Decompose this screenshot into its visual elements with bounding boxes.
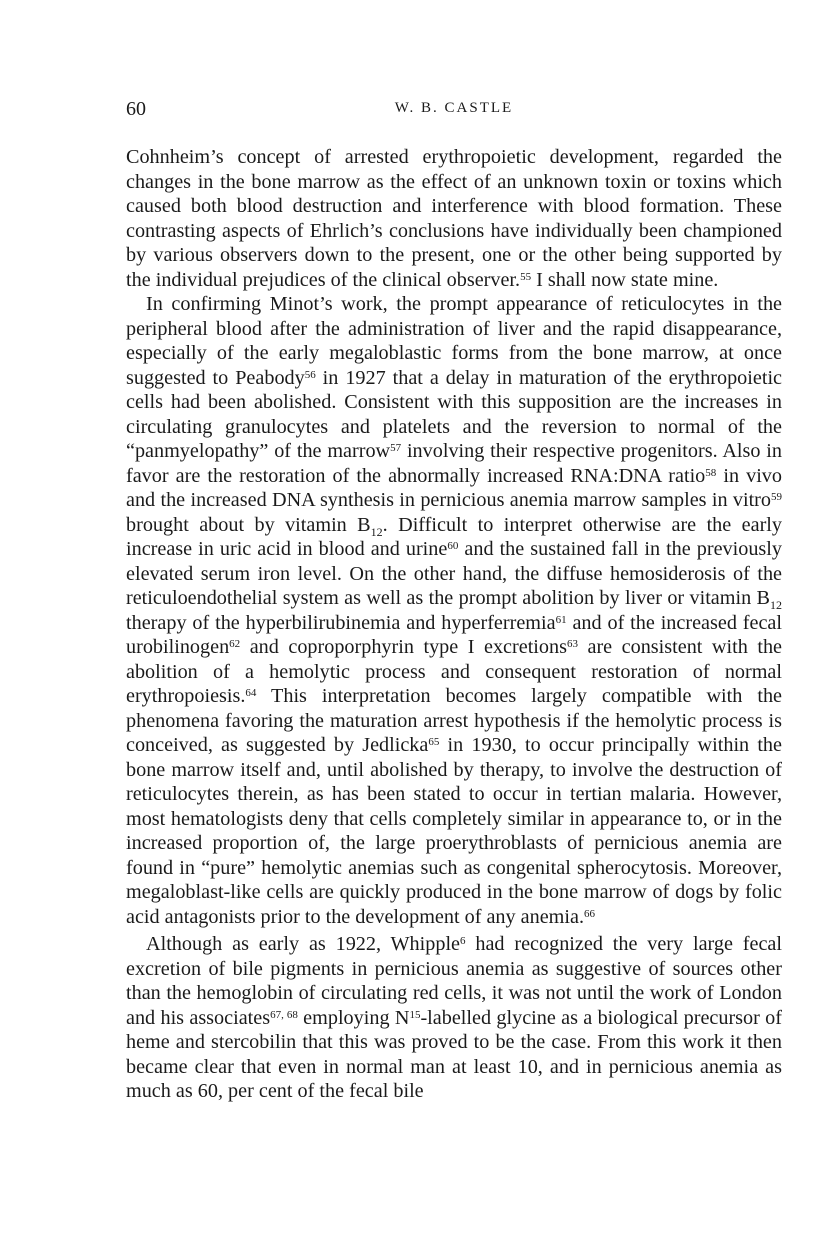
paragraph-1 <box>126 145 782 292</box>
footnote-ref: 66 <box>584 907 596 920</box>
subscript: 12 <box>770 598 782 613</box>
paragraph-2 <box>126 292 782 929</box>
footnote-ref: 6 <box>460 934 466 947</box>
footnote-ref: 62 <box>229 637 241 650</box>
text-run: in 1927 that a delay in maturation of the erythropoietic cells had been abolished. Consistent with this supposition are the increases in circulating granulocytes and platelets and the reversion to normal of the “panmyelopathy” of the marrow <box>126 366 783 462</box>
text-run: employing N <box>297 1006 410 1029</box>
text-run: brought about by vitamin B <box>126 513 371 536</box>
text-run: are consistent with the abolition of a hemolytic process and consequent restoration of normal erythropoiesis. <box>126 636 783 707</box>
text-run: and of the increased fecal urobilinogen <box>126 611 782 658</box>
page-header <box>126 98 782 122</box>
footnote-ref: 67, 68 <box>270 1008 298 1021</box>
footnote-ref: 65 <box>428 735 440 748</box>
text-run: -labelled glycine as a biological precursor of heme and stercobilin that this was proved to be the case. From this work it then became clear that even in normal man at least 10, and in pernicious anemia as much as 60, per cent of the fecal bile <box>126 1006 782 1102</box>
subscript: 12 <box>370 524 383 539</box>
text-run: Although as early as 1922, Whipple <box>146 933 461 955</box>
footnote-ref: 56 <box>304 368 316 381</box>
text-run: This interpretation becomes largely compatible with the phenomena favoring the maturation arrest hypothesis if the hemolytic process is conceived, as suggested by Jedlicka <box>126 685 782 756</box>
page-number: 60 <box>126 98 146 120</box>
text-run: therapy of the hyperbilirubinemia and hyperferremia <box>126 611 556 634</box>
text-run: Cohnheim’s concept of arrested erythropoietic development, regarded the changes in the bone marrow as the effect of an unknown toxin or toxins which caused both blood destruction and interference with blood formation. These contrasting aspects of Ehrlich’s conclusions have individually been championed by various observers down to the present, one or the other being supported by the individual prejudices of the clinical observer. <box>126 146 782 291</box>
body-text <box>126 145 782 1104</box>
paragraph-3 <box>126 932 782 1104</box>
footnote-ref: 57 <box>390 441 402 454</box>
footnote-ref: 61 <box>555 613 567 626</box>
text-run: had recognized the very large fecal excretion of bile pigments in pernicious anemia as suggestive of sources other than the hemoglobin of circulating red cells, it was not until the work of London and his associates <box>126 933 782 1029</box>
footnote-ref: 64 <box>245 686 257 699</box>
text-run: I shall now state mine. <box>531 268 719 291</box>
text-run: involving their respective progenitors. Also in favor are the restoration of the abnormally increased RNA:DNA ratio <box>126 440 783 487</box>
footnote-ref: 59 <box>771 490 782 503</box>
text-run: and the sustained fall in the previously elevated serum iron level. On the other hand, the diffuse hemosiderosis of the reticuloendothelial system as well as the prompt abolition by liver or vitamin B <box>126 538 782 609</box>
text-run: . Difficult to interpret otherwise are the early increase in uric acid in blood and urine <box>126 513 782 560</box>
running-head: W. B. CASTLE <box>394 100 514 116</box>
footnote-ref: 55 <box>520 270 532 283</box>
footnote-ref: 15 <box>409 1008 421 1021</box>
footnote-ref: 58 <box>705 466 717 479</box>
footnote-ref: 60 <box>447 539 459 552</box>
text-run: in vivo and the increased DNA synthesis in pernicious anemia marrow samples in vitro <box>126 464 782 511</box>
text-run: and coproporphyrin type I excretions <box>240 636 567 658</box>
text-run: In confirming Minot’s work, the prompt appearance of reticulocytes in the peripheral blood after the administration of liver and the rapid disappearance, especially of the early megaloblastic forms from the bone marrow, at once suggested to Peabody <box>126 293 782 389</box>
text-run: in 1930, to occur principally within the bone marrow itself and, until abolished by therapy, to involve the destruction of reticulocytes therein, as has been stated to occur in tertian malaria. However, most hematologists deny that cells completely similar in appearance to, or in the increased proportion of, the large proerythroblasts of pernicious anemia are found in “pure” hemolytic anemias such as congenital spherocytosis. Moreover, megaloblast-like cells are quickly produced in the bone marrow of dogs by folic acid antagonists prior to the development of any anemia. <box>126 734 782 928</box>
footnote-ref: 63 <box>566 637 578 650</box>
